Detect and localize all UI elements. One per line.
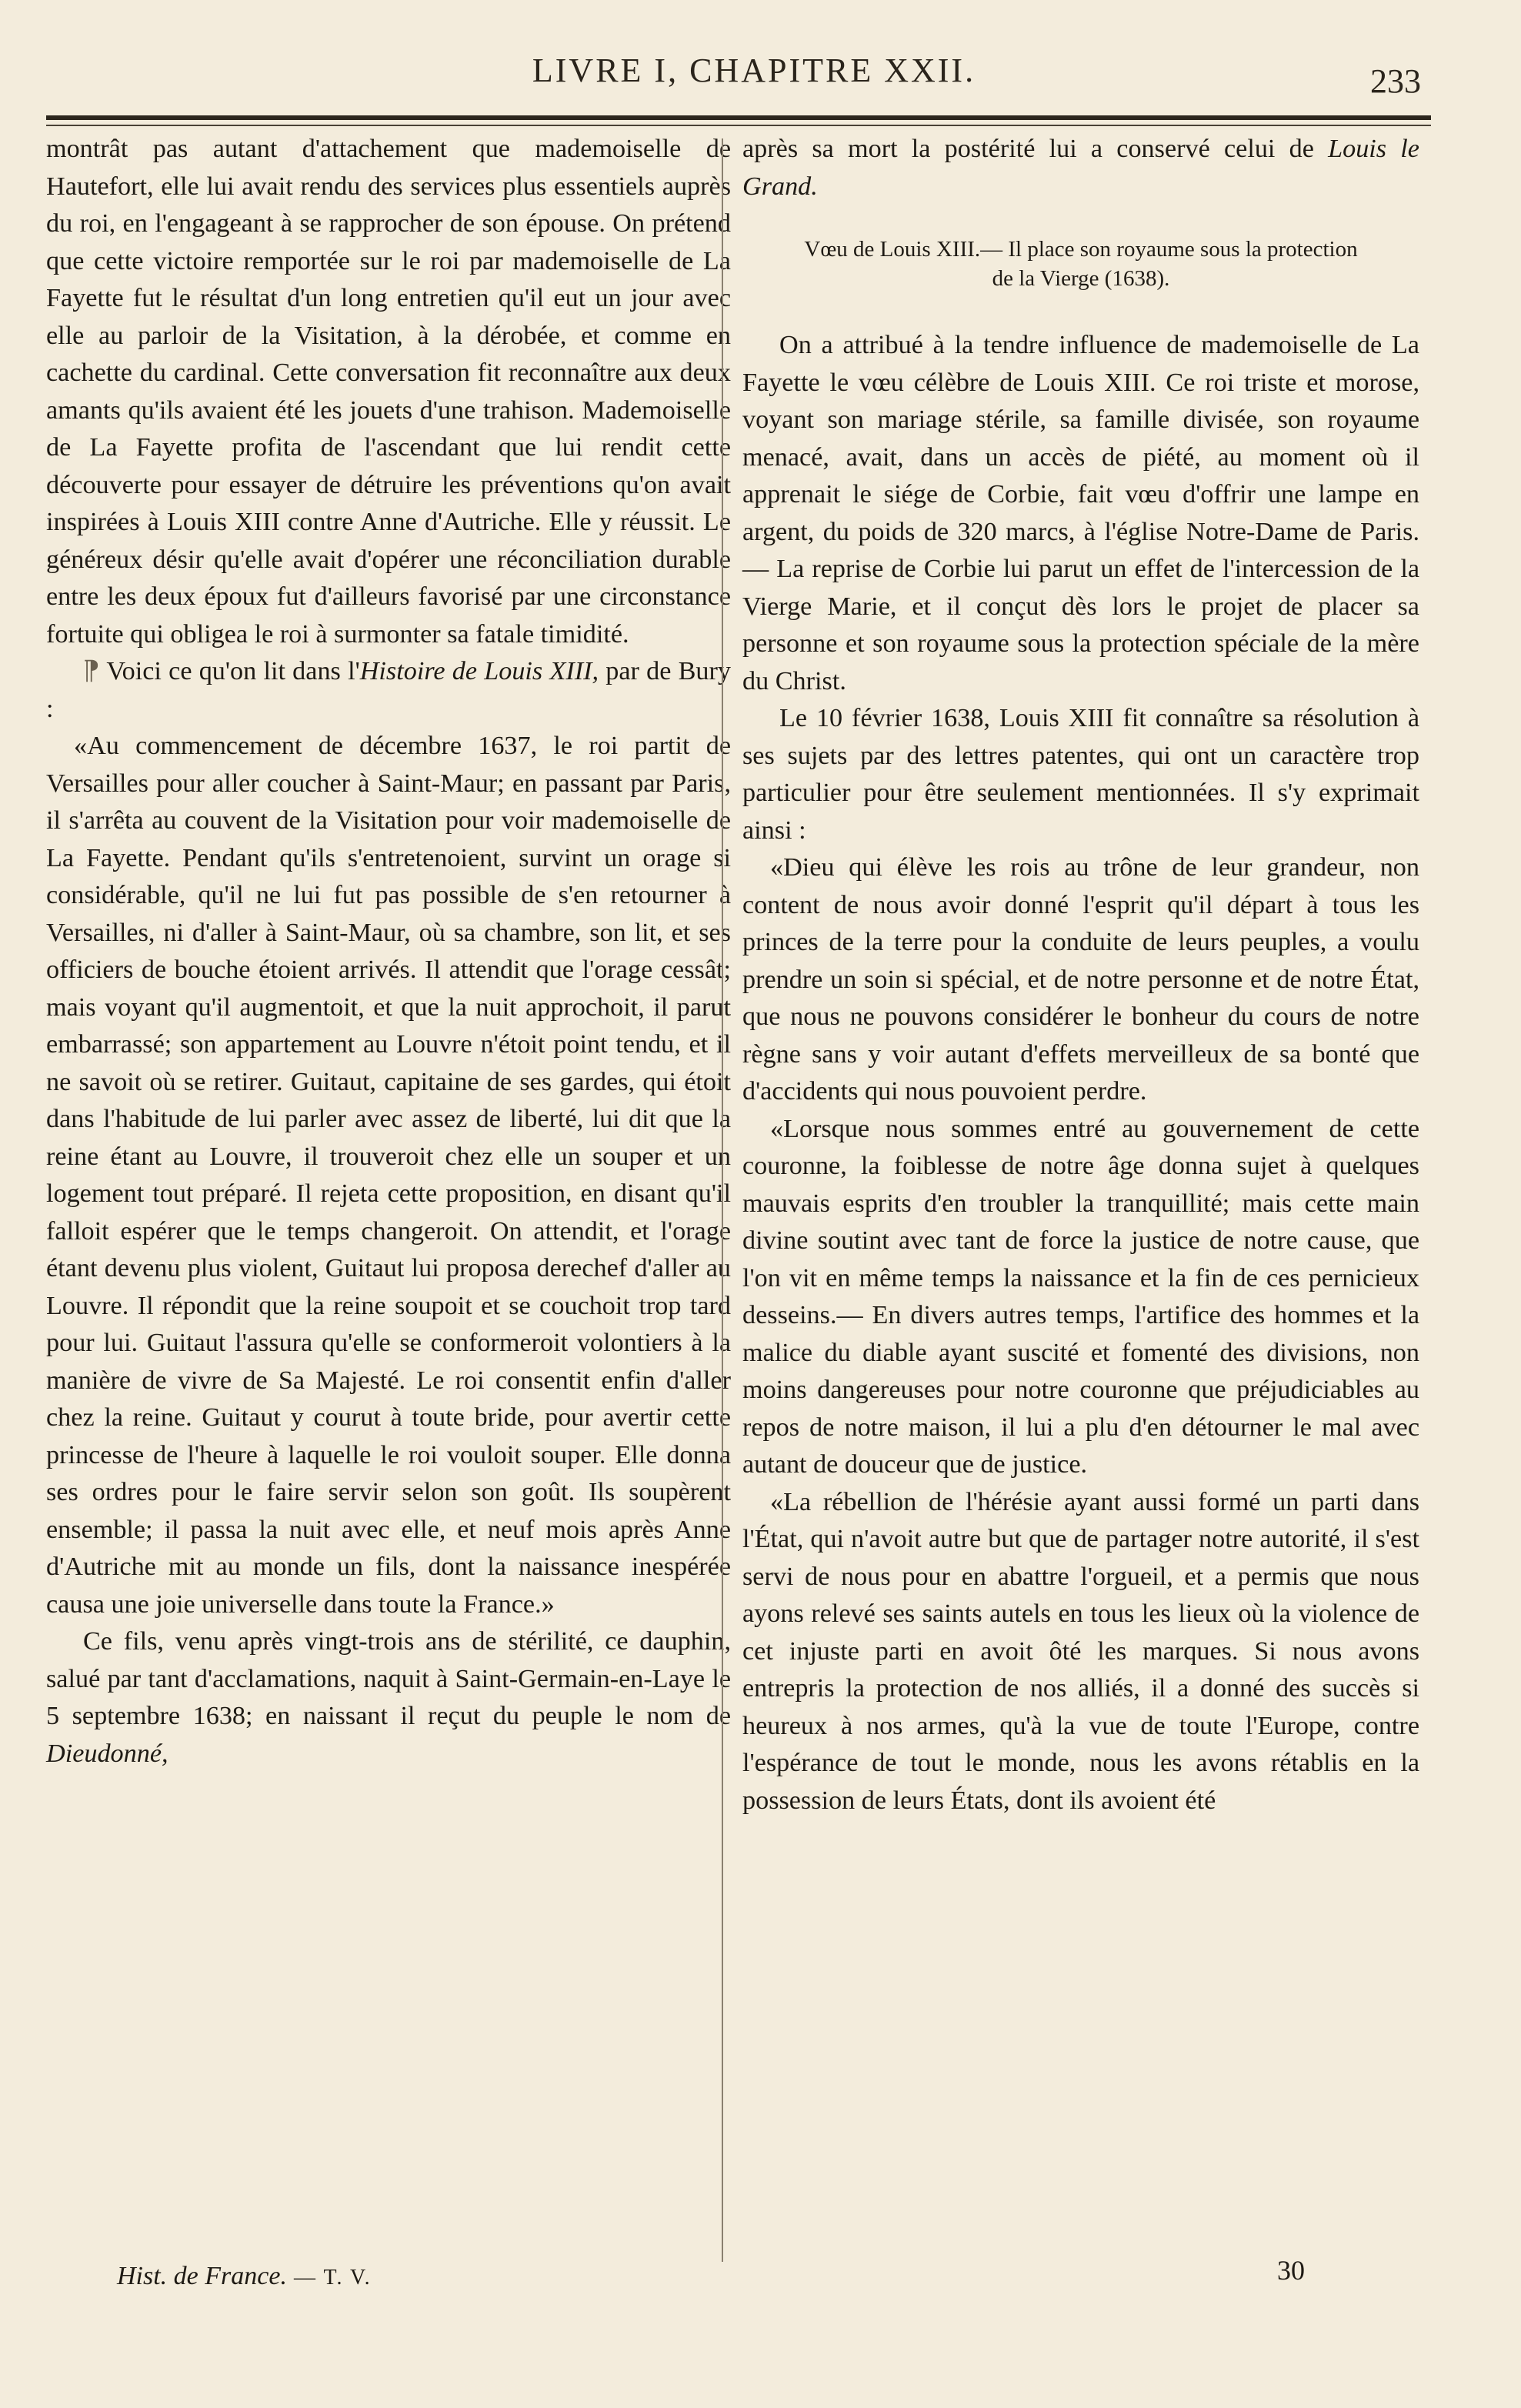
signature-mark: 30 bbox=[1277, 2255, 1305, 2286]
paragraph: montrât pas autant d'attachement que mademoiselle de Hautefort, elle lui avait rendu des services plus essentiels auprès du roi, en l'engageant à se rapprocher de son épouse. On prétend que cette victoire remportée sur le roi par mademoiselle de La Fayette fut le résultat d'un long entretien qu'il eut un jour avec elle au parloir de la Visitation, à la dérobée, et comme en cachette du cardinal. Cette conversation fit reconnaître aux deux amants qu'ils avaient été les jouets d'une trahison. Mademoiselle de La Fayette profita de l'ascendant que lui rendit cette découverte pour essayer de détruire les préventions qu'on avait inspirées à Louis XIII contre Anne d'Autriche. Elle y réussit. Le généreux désir qu'elle avait d'opérer une réconciliation durable entre les deux époux fut d'ailleurs favorisé par une circonstance fortuite qui obligea le roi à surmonter sa fatale timidité. bbox=[46, 135, 731, 649]
section-heading-line: Vœu de Louis XIII.— Il place son royaume sous la protection bbox=[804, 237, 1358, 262]
text-run: après sa mort la postérité lui a conservé celui de bbox=[742, 135, 1329, 163]
header-rule bbox=[46, 115, 1431, 120]
running-head: LIVRE I, CHAPITRE XXII. bbox=[532, 52, 976, 89]
right-column bbox=[742, 131, 1419, 1819]
page-number: 233 bbox=[1370, 62, 1421, 100]
royal-name: Louis le Grand. bbox=[742, 135, 1419, 201]
source-tome: — T. V. bbox=[286, 2266, 372, 2290]
text-run: Voici ce qu'on lit dans l' bbox=[106, 657, 360, 685]
source-title: Hist. de France. bbox=[117, 2262, 287, 2290]
header-rule-thin bbox=[46, 125, 1431, 126]
column-divider bbox=[722, 138, 723, 2262]
quotation: «Dieu qui élève les rois au trône de leur grandeur, non content de nous avoir donné l'esprit qu'il départ à tous les princes de la terre pour la conduite de leurs peuples, a voulu prendre un soin si spécial, et de notre personne et de notre État, que nous ne pouvons considérer le bonheur du cours de notre règne sans y voir autant d'effets merveilleux de sa bonté que d'accidents qui nous pouvoient perdre. bbox=[742, 853, 1419, 1106]
quotation: «Lorsque nous sommes entré au gouvernement de cette couronne, la foiblesse de notre âge donna sujet à quelques mauvais esprits d'en troubler la tranquillité; mais cette main divine soutint avec tant de force la justice de notre cause, que l'on vit en même temps la naissance et la fin de ces pernicieux desseins.— En divers autres temps, l'artifice des hommes et la malice du diable ayant suscité et fomenté des divisions, non moins dangereuses pour notre couronne que préjudiciables au repos de notre maison, il lui a plu d'en détourner le mal avec autant de douceur que de justice. bbox=[742, 1114, 1419, 1479]
left-column bbox=[46, 131, 731, 1773]
quotation: «Au commencement de décembre 1637, le roi partit de Versailles pour aller coucher à Saint-Maur; en passant par Paris, il s'arrêta au couvent de la Visitation pour voir mademoiselle de La Fayette. Pendant qu'ils s'entretenoient, survint un orage si considérable, qu'il ne lui fut pas possible de s'en retourner à Versailles, ni d'aller à Saint-Maur, où sa chambre, son lit, et ses officiers de bouche étoient arrivés. Il attendit que l'orage cessât; mais voyant qu'il augmentoit, et que la nuit approchoit, il parut embarrassé; son appartement au Louvre n'étoit point tendu, et il ne savoit où se retirer. Guitaut, capitaine de ses gardes, qui étoit dans l'habitude de lui parler avec assez de liberté, lui dit que la reine étant au Louvre, il trouveroit chez elle un souper et un logement tout préparé. Il rejeta cette proposition, en disant qu'il falloit espérer que le temps changeroit. On attendit, et l'orage étant devenu plus violent, Guitaut lui proposa derechef d'aller au Louvre. Il répondit que la reine soupoit et se couchoit trop tard pour lui. Guitaut l'assura qu'elle se conformeroit volontiers à la manière de vivre de Sa Majesté. Le roi consentit enfin d'aller chez la reine. Guitaut y courut à toute bride, pour avertir cette princesse de l'heure à laquelle le roi vouloit souper. Elle donna ses ordres pour le faire servir selon son goût. Ils soupèrent ensemble; il passa la nuit avec elle, et neuf mois après Anne d'Autriche mit au monde un fils, dont la naissance inespérée causa une joie universelle dans toute la France.» bbox=[46, 732, 731, 1619]
book-title: Histoire de Louis XIII, bbox=[359, 657, 599, 685]
paragraph-mark: ⁋ bbox=[83, 657, 100, 685]
paragraph: On a attribué à la tendre influence de mademoiselle de La Fayette le vœu célèbre de Louis XIII. Ce roi triste et morose, voyant son mariage stérile, sa famille divisée, son royaume menacé, avait, dans un accès de piété, au moment où il apprenait le siége de Corbie, fait vœu d'offrir une lampe en argent, du poids de 320 marcs, à l'église Notre-Dame de Paris. — La reprise de Corbie lui parut un effet de l'intercession de la Vierge Marie, et il conçut dès lors le projet de placer sa personne et son royaume sous la protection spéciale de la mère du Christ. bbox=[742, 331, 1419, 695]
source-reference bbox=[117, 2262, 372, 2291]
paragraph bbox=[742, 131, 1419, 205]
paragraph bbox=[46, 653, 731, 728]
text-run: Ce fils, venu après vingt-trois ans de stérilité, ce dauphin, salué par tant d'acclamations, naquit à Saint-Germain-en-Laye le 5 septembre 1638; en naissant il reçut du peuple le nom de bbox=[46, 1627, 731, 1730]
section-heading-line: de la Vierge (1638). bbox=[992, 266, 1170, 291]
paragraph: Le 10 février 1638, Louis XIII fit connaître sa résolution à ses sujets par des lettres patentes, qui ont un caractère trop particulier pour être seulement mentionnées. Il s'y exprimait ainsi : bbox=[742, 704, 1419, 845]
quotation: «La rébellion de l'hérésie ayant aussi formé un parti dans l'État, qui n'avoit autre but que de partager notre autorité, il s'est servi de nous pour en abattre l'orgueil, et a permis que nous ayons relevé ses saints autels en tous les lieux où la violence de cet injuste parti en avoit ôté les marques. Si nous avons entrepris la protection de nos alliés, il a donné des succès si heureux à nos armes, qu'à la vue de toute l'Europe, contre l'espérance de tout le monde, nous les avons rétablis en la possession de leurs États, dont ils avoient été bbox=[742, 1487, 1419, 1815]
text-run: par de Bury : bbox=[46, 657, 732, 723]
section-heading bbox=[742, 235, 1419, 293]
royal-name: Dieudonné, bbox=[46, 1739, 168, 1768]
paragraph bbox=[46, 1623, 731, 1773]
